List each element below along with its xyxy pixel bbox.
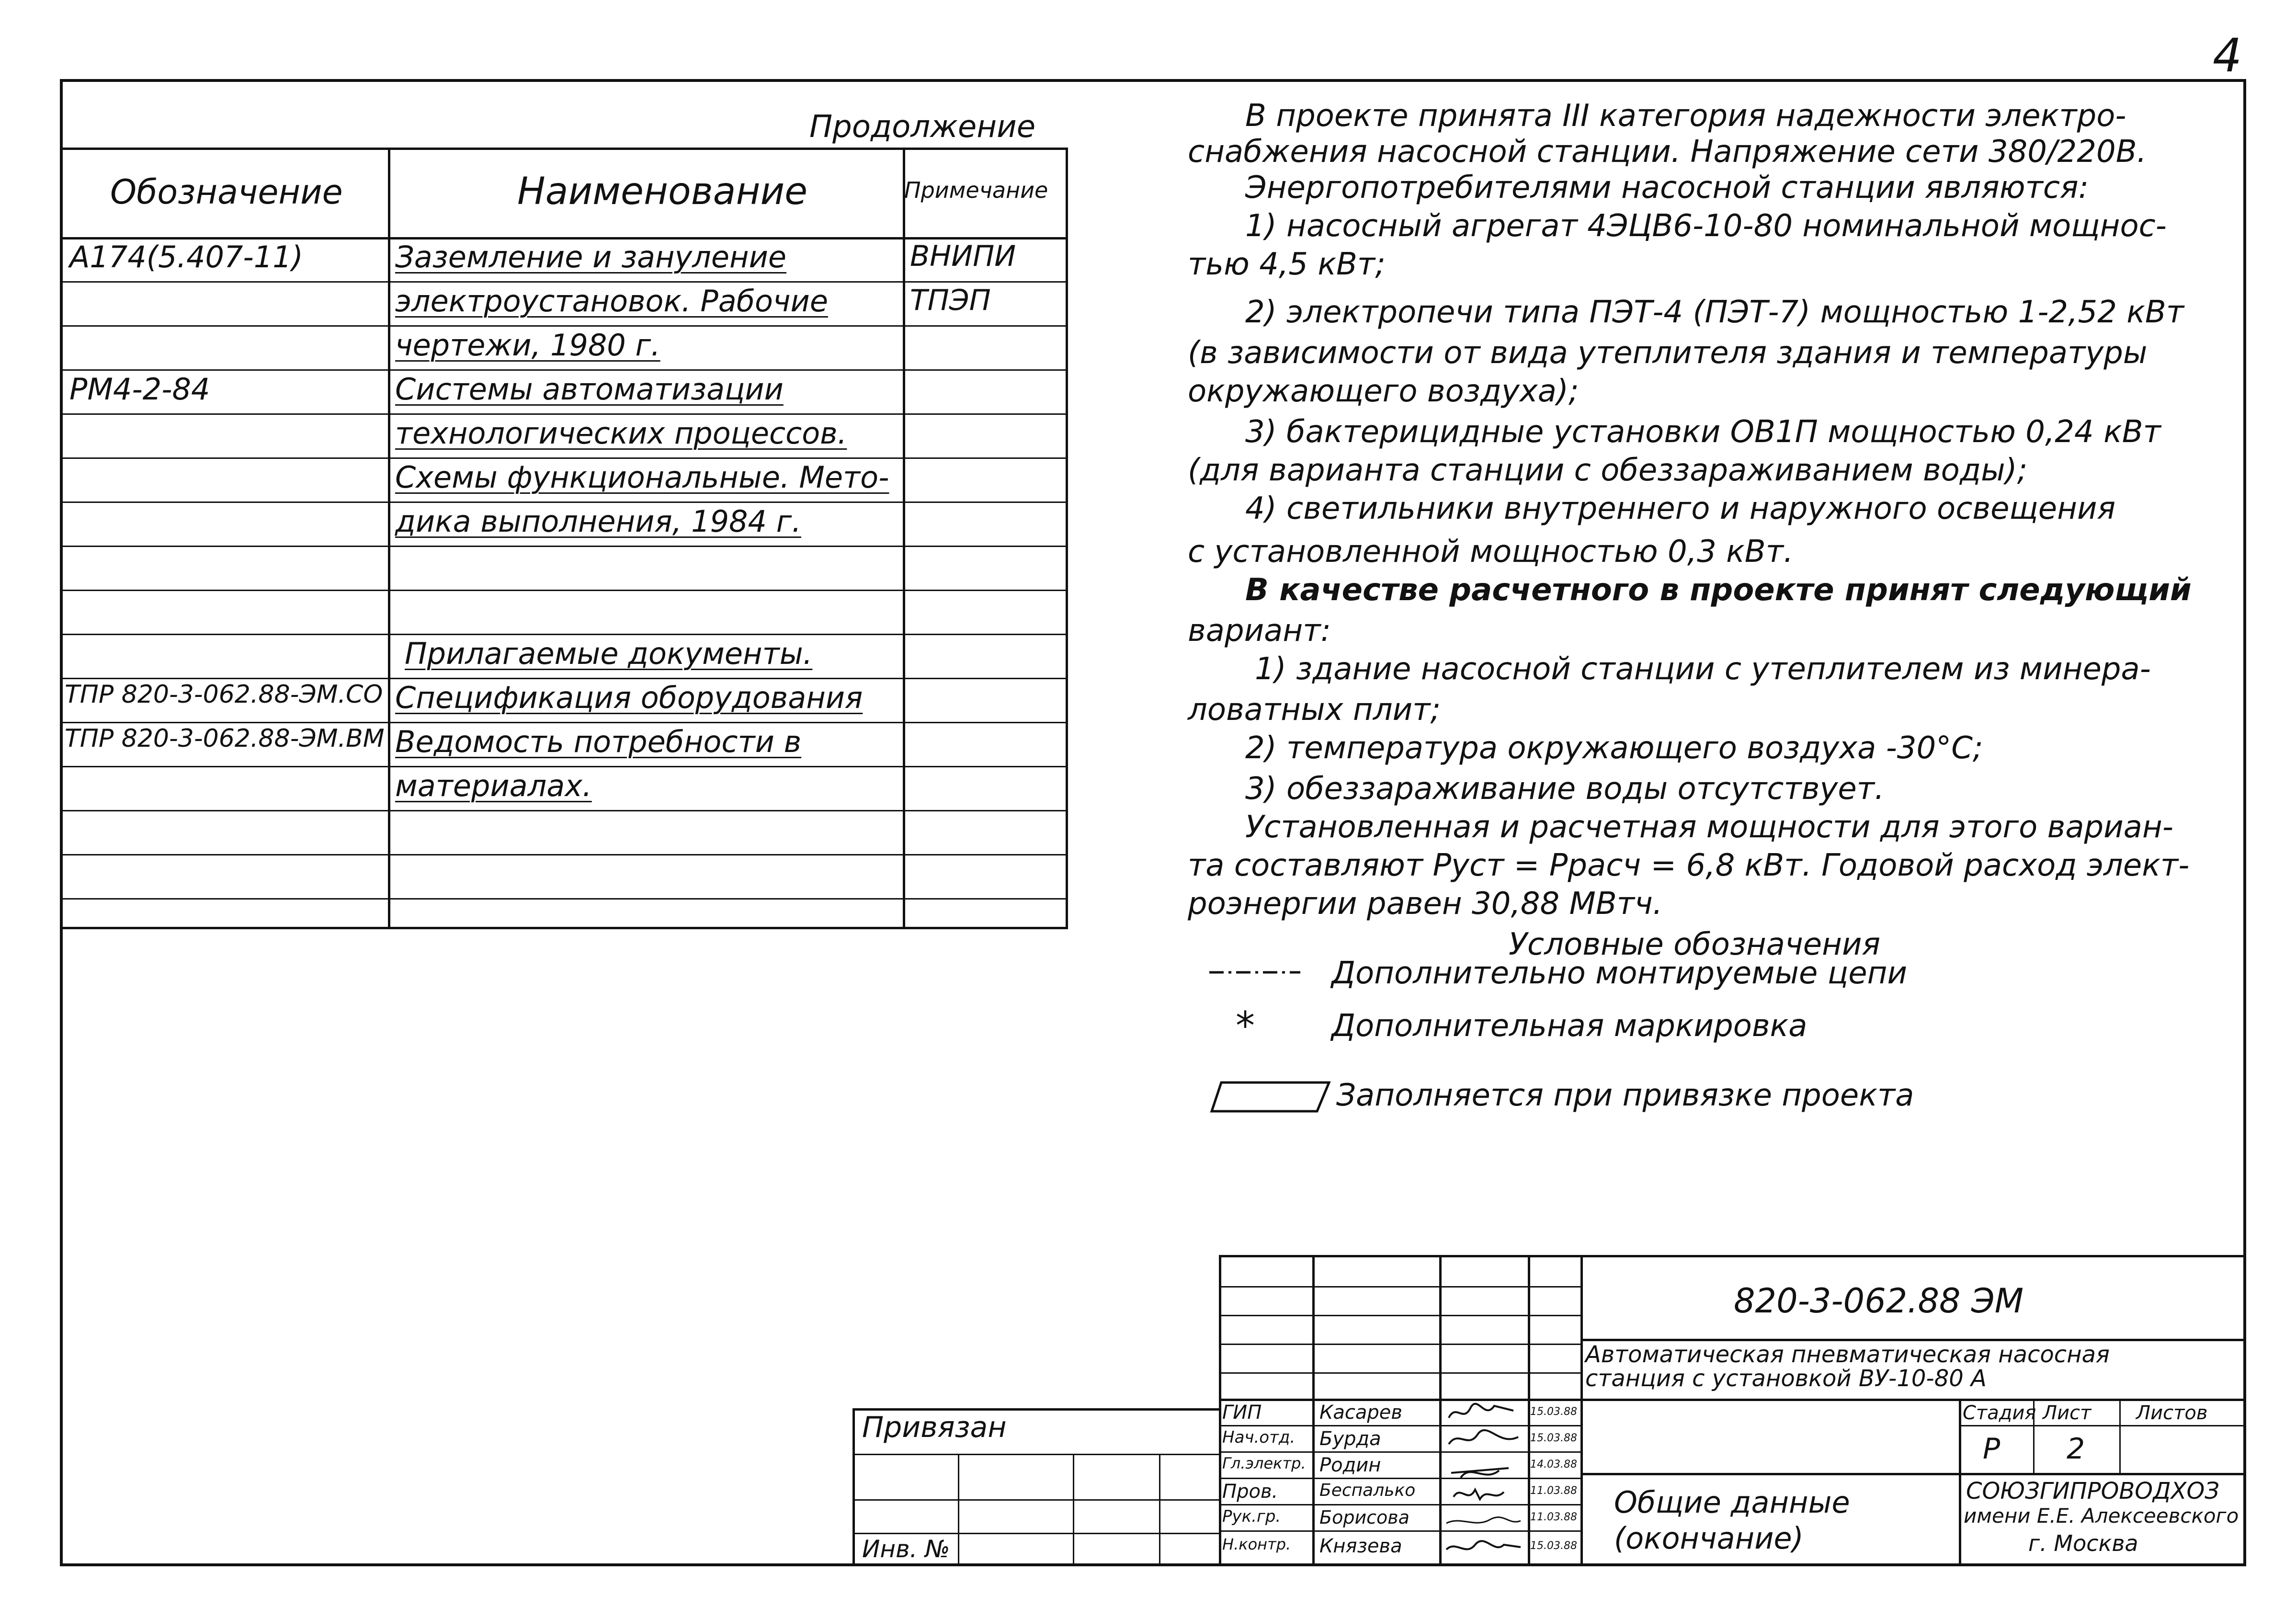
table-row-name: технологических процессов.: [395, 416, 847, 451]
legend-item-text: Дополнительно монтируемые цепи: [1331, 956, 1908, 991]
sheet-title-line: (окончание): [1614, 1521, 1804, 1556]
inventory-number-label: Инв. №: [862, 1535, 950, 1563]
sheets-header: Листов: [2136, 1402, 2208, 1424]
note-line: окружающего воздуха);: [1188, 374, 1579, 409]
table-row-code: ТПР 820-3-062.88-ЭМ.СО: [65, 680, 383, 709]
note-line: с установленной мощностью 0,3 кВт.: [1188, 534, 1794, 570]
note-line: 3) бактерицидные установки ОВ1П мощностью 0,24 кВт: [1245, 414, 2161, 450]
note-line: тью 4,5 кВт;: [1188, 247, 1386, 282]
note-line: ловатных плит;: [1188, 692, 1441, 728]
signature-date: 11.03.88: [1530, 1485, 1577, 1497]
table-row-name: чертежи, 1980 г.: [395, 328, 660, 363]
signature-date: 11.03.88: [1530, 1511, 1577, 1523]
project-title-line: станция с установкой ВУ-10-80 А: [1585, 1365, 1987, 1392]
legend-title: Условные обозначения: [1509, 927, 1881, 962]
signature-name: Бурда: [1319, 1428, 1381, 1450]
table-row-code: А174(5.407-11): [69, 239, 303, 274]
table-row-name: Спецификация оборудования: [395, 680, 863, 715]
project-title-line: Автоматическая пневматическая насосная: [1585, 1341, 2110, 1368]
legend-item-text: Заполняется при привязке проекта: [1336, 1078, 1914, 1113]
organization-line: г. Москва: [2028, 1530, 2138, 1556]
signature-name: Беспалько: [1319, 1481, 1416, 1500]
binding-label: Привязан: [862, 1411, 1007, 1444]
signature-role: ГИП: [1222, 1402, 1262, 1424]
stage-header: Стадия: [1963, 1402, 2036, 1424]
signature-role: Рук.гр.: [1222, 1507, 1281, 1526]
sheet-value: 2: [2067, 1432, 2085, 1466]
signature-role: Нач.отд.: [1222, 1428, 1296, 1447]
table-row-name: материалах.: [395, 768, 592, 803]
note-line: роэнергии равен 30,88 МВтч.: [1188, 886, 1663, 922]
handwritten-signatures-icon: [1442, 1401, 1525, 1564]
table-row-code: РМ4-2-84: [69, 372, 210, 407]
signature-date: 14.03.88: [1530, 1459, 1577, 1470]
signature-role: Пров.: [1222, 1481, 1278, 1503]
signature-name: Борисова: [1319, 1507, 1409, 1528]
note-line: 4) светильники внутреннего и наружного освещения: [1245, 491, 2116, 526]
note-line: Энергопотребителями насосной станции являются:: [1245, 170, 2089, 205]
continuation-label: Продолжение: [809, 109, 1036, 145]
organization-line: СОЮЗГИПРОВОДХОЗ: [1966, 1478, 2220, 1504]
parallelogram-icon: [1209, 1078, 1334, 1116]
note-line: та составляют Руст = Ррасч = 6,8 кВт. Годовой расход элект-: [1188, 848, 2190, 883]
note-line: (в зависимости от вида утеплителя здания и температуры: [1188, 335, 2148, 371]
note-line: В проекте принята III категория надежности электро-: [1245, 98, 2126, 134]
stage-value: Р: [1983, 1432, 2000, 1466]
note-line: Установленная и расчетная мощности для этого вариан-: [1245, 809, 2173, 845]
header-note: Примечание: [904, 177, 1048, 203]
table-row-name: Ведомость потребности в: [395, 724, 802, 759]
signature-name: Князева: [1319, 1535, 1402, 1557]
asterisk-icon: *: [1236, 1003, 1255, 1048]
table-row-name: Системы автоматизации: [395, 372, 784, 407]
legend-item-text: Дополнительная маркировка: [1331, 1008, 1807, 1044]
table-row-note: ТПЭП: [910, 284, 991, 317]
table-row-name: Заземление и зануление: [395, 239, 787, 274]
note-line: (для варианта станции с обеззараживанием воды);: [1188, 453, 2028, 488]
page-number: 4: [2213, 29, 2242, 82]
signature-role: Гл.электр.: [1222, 1454, 1306, 1472]
note-line: 2) температура окружающего воздуха -30°С;: [1245, 730, 1983, 766]
table-row-name: дика выполнения, 1984 г.: [395, 504, 801, 539]
header-name: Наименование: [517, 170, 808, 213]
signature-name: Касарев: [1319, 1402, 1402, 1424]
signature-role: Н.контр.: [1222, 1535, 1291, 1553]
dash-dot-line-icon: [1207, 963, 1303, 982]
note-line: снабжения насосной станции. Напряжение сети 380/220В.: [1188, 134, 2147, 170]
document-code: 820-3-062.88 ЭМ: [1734, 1281, 2024, 1321]
table-row-note: ВНИПИ: [910, 239, 1016, 273]
signature-name: Родин: [1319, 1454, 1381, 1476]
organization-line: имени Е.Е. Алексеевского: [1964, 1504, 2239, 1527]
table-row-name: Схемы функциональные. Мето-: [395, 460, 889, 495]
sheet-title-line: Общие данные: [1614, 1485, 1850, 1520]
signature-date: 15.03.88: [1530, 1406, 1577, 1418]
note-line: 3) обеззараживание воды отсутствует.: [1245, 771, 1885, 807]
note-line: В качестве расчетного в проекте принят следующий: [1245, 572, 2192, 608]
note-line: 1) здание насосной станции с утеплителем из минера-: [1255, 651, 2151, 687]
table-row-name: электроустановок. Рабочие: [395, 284, 828, 319]
table-row-code: ТПР 820-3-062.88-ЭМ.ВМ: [65, 724, 385, 753]
note-line: 1) насосный агрегат 4ЭЦВ6-10-80 номинальной мощнос-: [1245, 208, 2167, 244]
signature-date: 15.03.88: [1530, 1540, 1577, 1552]
note-line: 2) электропечи типа ПЭТ-4 (ПЭТ-7) мощностью 1-2,52 кВт: [1245, 295, 2184, 330]
header-designation: Обозначение: [110, 172, 343, 212]
note-line: вариант:: [1188, 613, 1331, 649]
signature-date: 15.03.88: [1530, 1432, 1577, 1444]
table-section-heading: Прилагаемые документы.: [405, 636, 813, 671]
sheet-header: Лист: [2043, 1402, 2091, 1424]
